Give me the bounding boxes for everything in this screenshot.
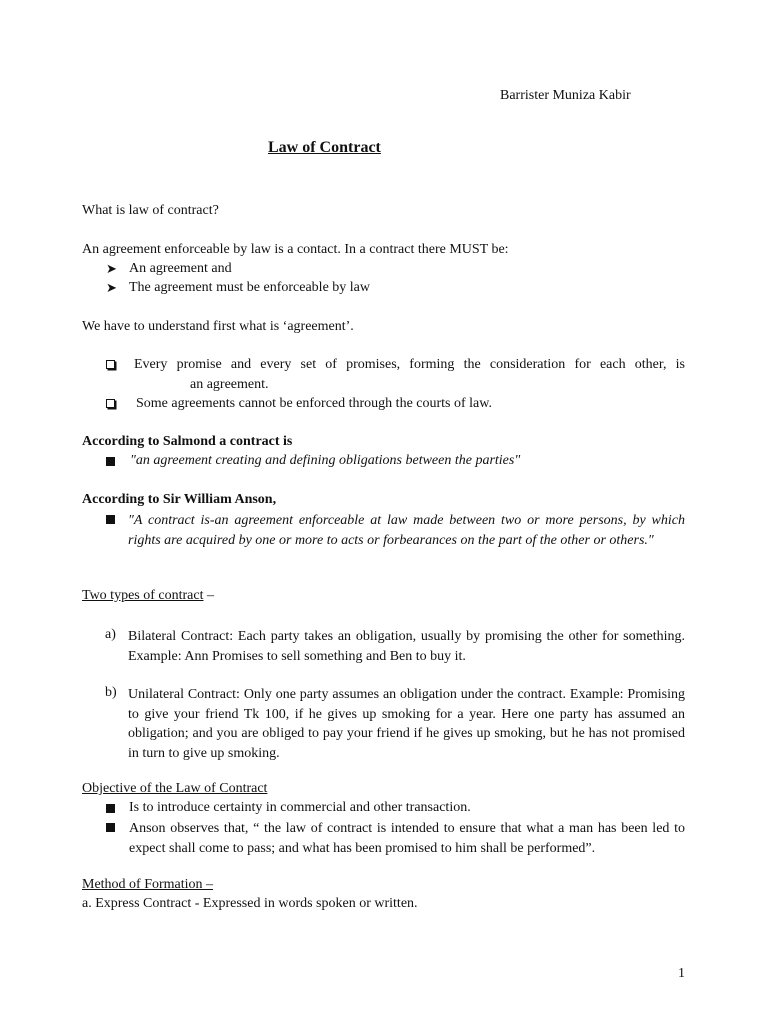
type-item-b: Unilateral Contract: Only one party assumes an obligation under the contract. Example: Promising to give your friend Tk 100, if he gives up smoking for a year. Here one party has assumed an obligation; and you are obliged to pay your friend if he gives up smoking, but he has not promised in turn to give up smoking. bbox=[128, 687, 685, 761]
objective-item-1: Is to introduce certainty in commercial and other transaction. bbox=[129, 800, 471, 815]
agreement-item-2: Some agreements cannot be enforced through the courts of law. bbox=[136, 396, 492, 411]
question-line: What is law of contract? bbox=[82, 203, 219, 218]
author-name: Barrister Muniza Kabir bbox=[500, 88, 631, 103]
checkbox-bullet-icon bbox=[106, 360, 115, 369]
salmond-heading: According to Salmond a contract is bbox=[82, 434, 293, 449]
must-item-2: The agreement must be enforceable by law bbox=[129, 280, 371, 295]
checkbox-bullet-icon bbox=[106, 399, 115, 408]
document-title: Law of Contract bbox=[268, 139, 381, 156]
type-marker-a: a) bbox=[105, 627, 116, 642]
arrow-bullet-icon: ➤ bbox=[106, 261, 117, 276]
anson-heading: According to Sir William Anson, bbox=[82, 492, 277, 507]
page-number: 1 bbox=[678, 966, 685, 981]
square-bullet-icon bbox=[106, 515, 115, 524]
salmond-quote: "an agreement creating and defining obligations between the parties" bbox=[130, 453, 521, 468]
formation-heading: Method of Formation – bbox=[82, 877, 214, 892]
understand-line: We have to understand first what is ‘agreement’. bbox=[82, 319, 354, 334]
agreement-item-1: Every promise and every set of promises, forming the consideration for each other, is bbox=[134, 357, 685, 372]
types-heading: Two types of contract bbox=[82, 588, 204, 603]
square-bullet-icon bbox=[106, 457, 115, 466]
anson-quote: ″A contract is-an agreement enforceable at law made between two or more persons, by which rights are acquired by one or more to acts or forbearances on the part of the other or others.″ bbox=[128, 513, 685, 548]
objective-item-2: Anson observes that, “ the law of contract is intended to ensure that what a man has been led to expect shall come to pass; and what has been promised to him shall be performed”. bbox=[129, 821, 685, 856]
arrow-bullet-icon: ➤ bbox=[106, 280, 117, 295]
types-heading-line bbox=[82, 588, 214, 604]
square-bullet-icon bbox=[106, 823, 115, 832]
type-marker-b: b) bbox=[105, 685, 117, 700]
formation-item-a: a. Express Contract - Expressed in words spoken or written. bbox=[82, 896, 418, 911]
square-bullet-icon bbox=[106, 804, 115, 813]
agreement-item-1-cont: an agreement. bbox=[190, 377, 269, 392]
types-heading-dash: – bbox=[203, 588, 214, 603]
objective-heading: Objective of the Law of Contract bbox=[82, 781, 268, 796]
must-item-1: An agreement and bbox=[129, 261, 232, 276]
definition-line: An agreement enforceable by law is a contact. In a contract there MUST be: bbox=[82, 242, 509, 257]
type-item-a: Bilateral Contract: Each party takes an obligation, usually by promising the other for something. Example: Ann Promises to sell something and Ben to buy it. bbox=[128, 629, 685, 664]
